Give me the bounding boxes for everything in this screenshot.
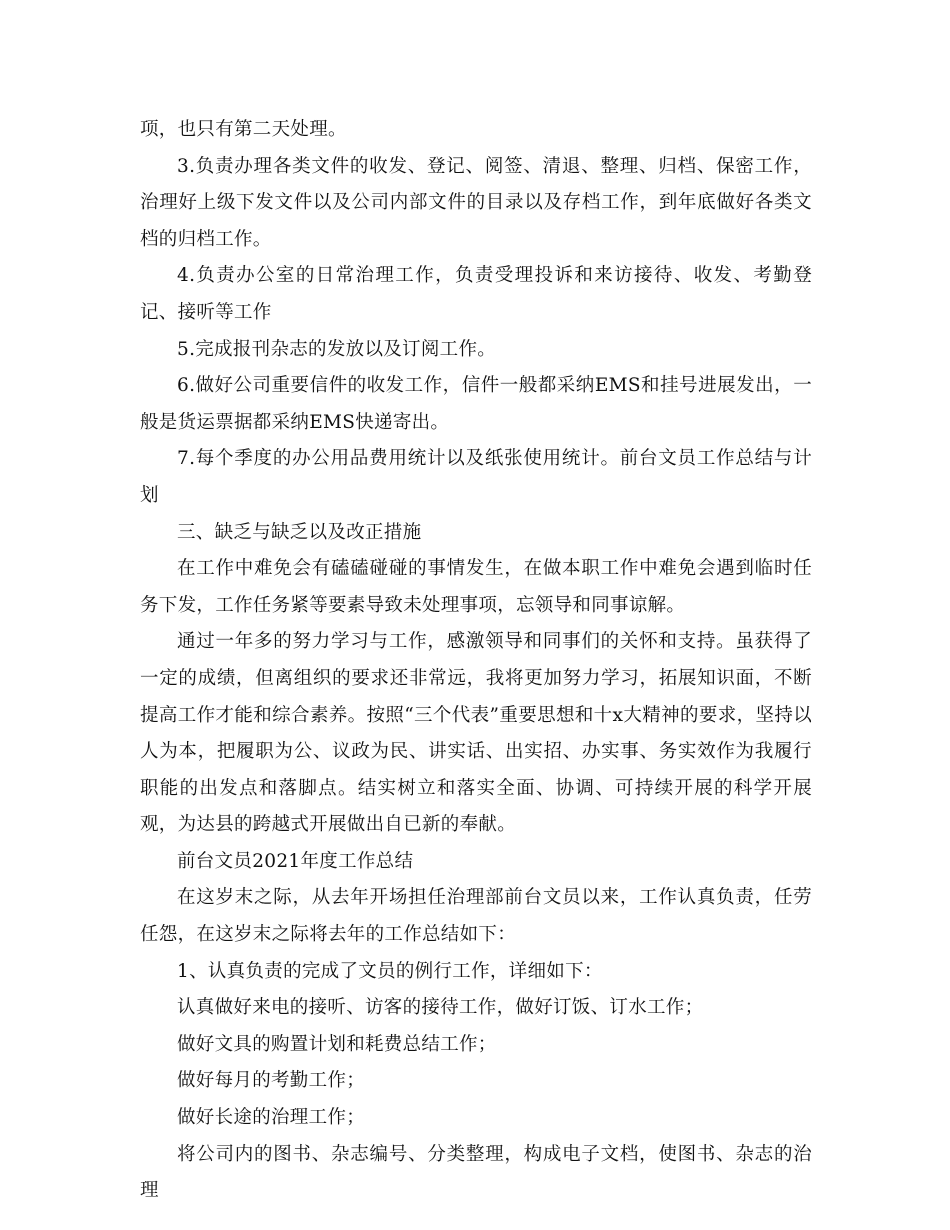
paragraph-item-5: 5.完成报刊杂志的发放以及订阅工作。: [177, 338, 497, 360]
paragraph-duties-heading: 1、认真负责的完成了文员的例行工作，详细如下：: [177, 960, 603, 982]
paragraph-item-3: 3.负责办理各类文件的收发、登记、阅签、清退、整理、归档、保密工作，治理好上级下发文件以及公司内部文件的目录以及存档工作，到年底做好各类文档的归档工作。: [140, 155, 812, 250]
paragraph-item-7: 7.每个季度的办公用品费用统计以及纸张使用统计。前台文员工作总结与计划: [140, 448, 812, 506]
paragraph-item-6: 6.做好公司重要信件的收发工作，信件一般都采纳EMS和挂号进展发出，一般是货运票据都采纳EMS快递寄出。: [140, 375, 812, 433]
paragraph-shortcomings: 在工作中难免会有磕磕碰碰的事情发生，在做本职工作中难免会遇到临时任务下发，工作任务紧等要素导致未处理事项，忘领导和同事谅解。: [140, 558, 812, 616]
paragraph-intro: 在这岁末之际，从去年开场担任治理部前台文员以来，工作认真负责，任劳任怨，在这岁末之际将去年的工作总结如下：: [140, 887, 812, 946]
section-heading-shortcomings: 三、缺乏与缺乏以及改正措施: [177, 521, 422, 543]
document-body: [140, 112, 812, 1210]
document-subtitle: 前台文员2021年度工作总结: [177, 850, 414, 872]
paragraph-continuation: 项，也只有第二天处理。: [140, 119, 347, 140]
paragraph-duty-attendance: 做好每月的考勤工作；: [177, 1070, 366, 1092]
paragraph-duty-longdistance: 做好长途的治理工作；: [177, 1107, 366, 1129]
paragraph-item-4: 4.负责办公室的日常治理工作，负责受理投诉和来访接待、收发、考勤登记、接听等工作: [140, 265, 812, 323]
paragraph-duty-stationery: 做好文具的购置计划和耗费总结工作；: [177, 1033, 497, 1055]
paragraph-duty-phone: 认真做好来电的接听、访客的接待工作，做好订饭、订水工作；: [177, 997, 704, 1019]
paragraph-conclusion: 通过一年多的努力学习与工作，感激领导和同事们的关怀和支持。虽获得了一定的成绩，但离组织的要求还非常远，我将更加努力学习，拓展知识面，不断提高工作才能和综合素养。按照“三个代表”重要思想和十x大精神的要求，坚持以人为本，把履职为公、议政为民、讲实话、出实招、办实事、务实效作为我履行职能的出发点和落脚点。结实树立和落实全面、协调、可持续开展的科学开展观，为达县的跨越式开展做出自已新的奉献。: [140, 631, 812, 836]
paragraph-duty-library: 将公司内的图书、杂志编号、分类整理，构成电子文档，使图书、杂志的治理: [140, 1143, 812, 1202]
